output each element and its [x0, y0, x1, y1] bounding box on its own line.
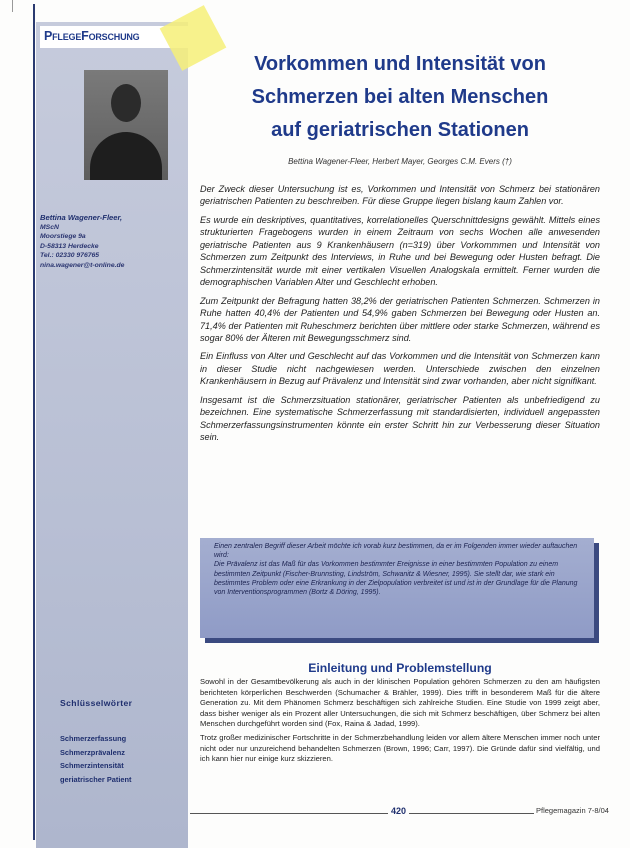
page-number: 420 — [388, 806, 409, 816]
page-edge-line — [33, 4, 35, 840]
abstract-paragraph: Insgesamt ist die Schmerzsituation stationärer, geriatrischer Patienten als unbefriedigend zu bezeichnen. Eine systematische Schmerzerfassung mit standardisierten, individuell angepassten Schmerzerfassungsinstrumenten könnte ein erster Schritt hin zur Verbesserung dieser Situation sein. — [200, 394, 600, 443]
keywords-list — [60, 732, 131, 786]
keywords-heading: Schlüsselwörter — [60, 698, 133, 708]
keyword: Schmerzerfassung — [60, 734, 127, 743]
abstract-paragraph: Es wurde ein deskriptives, quantitatives, korrelationelles Querschnittdesigns gewählt. Mittels eines strukturierten Fragebogens wurden in einem Zeitraum von sechs Wochen alle anwesenden geriatrische Patienten aus 9 Krankenhäusern (n=319) über Vorkommmen und Intensität von Schmerzen zum Zeitpunkt des Interviews, in Ruhe und bei Bewegung oder Husten befragt. Die Schmerzintensität wurde mit einer vertikalen Visuellen Analogskala ermittelt. Ferner wurden die demographischen Variablen Alter und Geschlecht erhoben. — [200, 214, 600, 288]
keyword: Schmerzprävalenz — [60, 747, 125, 757]
title-line: Vorkommen und Intensität von — [254, 53, 546, 75]
article-authors: Bettina Wagener-Fleer, Herbert Mayer, Georges C.M. Evers (†) — [288, 157, 512, 166]
brand-logo: PflegeForschung — [44, 29, 140, 43]
journal-issue: Pflegemagazin 7-8/04 — [536, 806, 609, 815]
author-phone: Tel.: 02330 976765 — [40, 252, 100, 260]
keyword: Schmerzintensität — [60, 761, 124, 770]
body-paragraph: Sowohl in der Gesamtbevölkerung als auch in der klinischen Population gehören Schmerzen zu den am häufigsten berichteten körperlichen Beschwerden (Schumacher & Brähler, 1999). Dies trifft in besonderem Maß für die ältere Generation zu. Mit dem Phänomen Schmerz beschäftigen sich zahlreiche Studien. Eine Studie von 1999 zeigt aber, dass bisher weniger als ein Prozent aller Untersuchungen, die sich mit Schmerz beschäftigen, über Schmerz bei alten Menschen durchgeführt worden sind (Fox, Raina & Jadad, 1999). — [200, 677, 600, 729]
body-paragraph: Trotz großer medizinischer Fortschritte in der Schmerzbehandlung leiden vor allem ältere Menschen immer noch unter nicht oder nur unzureichend behandelten Schmerzen (Brown, 1996; Carr, 1997). Die Gründe dafür sind vielfältig, und ich kann hier nur einige kurz skizzieren. — [200, 732, 600, 764]
keyword: geriatrischer Patient — [60, 774, 132, 784]
author-photo — [84, 70, 168, 180]
definition-intro: Einen zentralen Begriff dieser Arbeit möchte ich vorab kurz bestimmen, da er im Folgenden immer wieder auftauchen wird: — [214, 543, 578, 560]
abstract — [200, 183, 600, 450]
author-name: Bettina Wagener-Fleer, — [40, 213, 123, 222]
definition-text: Die Prävalenz ist das Maß für das Vorkommen bestimmter Ereignisse in einer bestimmten Population zu einem bestimmten Zeitpunkt (Fischer-Brunnsting, Lindström, Schwanitz & Wiesner, 1995). Sie stellt dar, wie stark ein bestimmtes Problem oder eine Erkrankung in der Zielpopulation verbreitet ist und ist in der Grundlage für die Planung von Interventionsprogrammen (Bortz & Döring, 1995). — [214, 561, 578, 597]
author-street: Moorstiege 9a — [40, 233, 86, 241]
title-line: Schmerzen bei alten Menschen — [251, 86, 549, 108]
photo-shoulders — [90, 132, 162, 180]
abstract-paragraph: Zum Zeitpunkt der Befragung hatten 38,2% der geriatrischen Patienten Schmerzen. Schmerzen in Ruhe hatten 40,4% der Patienten und 54,9% gaben Schmerzen bei Bewegung oder Husten an. 71,4% der Patienten mit Ruheschmerz berichten über mittlere oder starke Schmerzen, während es sogar 80% der Älteren mit Bewegungsschmerz sind. — [200, 295, 600, 343]
crop-mark — [4, 0, 13, 12]
body-text — [200, 677, 600, 768]
author-contact — [40, 213, 190, 271]
definition-box — [200, 538, 594, 638]
title-line: auf geriatrischen Stationen — [271, 119, 529, 141]
author-degree: MScN — [40, 223, 59, 231]
author-email[interactable]: nina.wagener@t-online.de — [40, 261, 125, 269]
abstract-paragraph: Ein Einfluss von Alter und Geschlecht auf das Vorkommen und die Intensität von Schmerzen kann in dieser Studie nicht nachgewiesen werden. Unterschiede zwischen den einzelnen Krankenhäusern in Bezug auf Prävalenz und Intensität sind zwar vorhanden, aber nicht signifikant. — [200, 351, 600, 387]
section-heading: Einleitung und Problemstellung — [308, 661, 492, 675]
article-title — [200, 48, 600, 147]
abstract-paragraph: Der Zweck dieser Untersuchung ist es, Vorkommen und Intensität von Schmerz bei stationären geriatrischen Patienten zu beschreiben. Für diese Gruppe liegen bislang kaum Zahlen vor. — [200, 184, 600, 207]
photo-head — [111, 84, 141, 122]
author-city: D-58313 Herdecke — [40, 242, 99, 250]
